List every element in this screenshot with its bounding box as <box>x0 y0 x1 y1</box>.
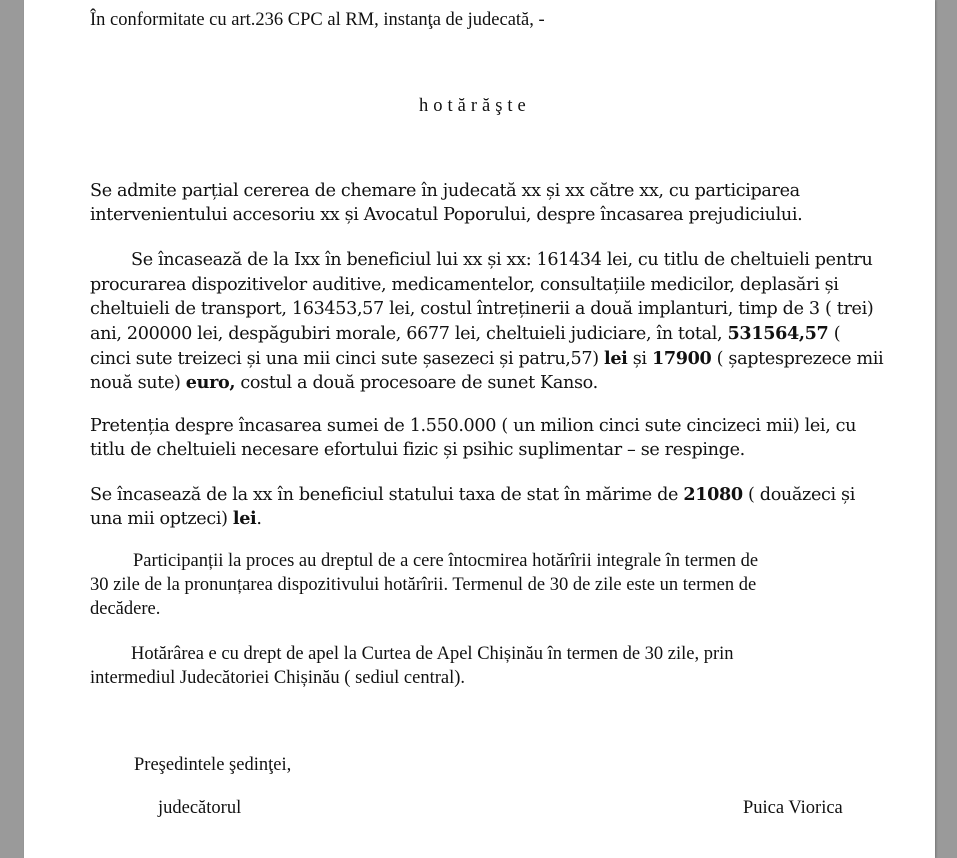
amount-euro: 17900 <box>651 348 712 369</box>
paragraph-rights-line-1: Participanții la proces au dreptul de a cere întocmirea hotărîrii integrale în termen de <box>133 551 759 571</box>
paragraph-state-fee-line-2 <box>90 508 262 529</box>
signature-name: Puica Viorica <box>743 798 843 818</box>
paragraph-rejection-line-2: titlu de cheltuieli necesare efortului fizic și psihic suplimentar – se respinge. <box>90 440 745 460</box>
signature-role: judecătorul <box>158 798 242 818</box>
paragraph-rights-line-2: 30 zile de la pronunțarea dispozitivului hotărîrii. Termenul de 30 de zile este un termen de <box>90 575 757 595</box>
text-segment: ani, 200000 lei, despăgubiri morale, 6677 lei, cheltuieli judiciare, în total, <box>90 324 728 344</box>
state-fee-amount: 21080 <box>683 484 743 505</box>
text-segment: și <box>627 349 652 369</box>
text-segment: Se încasează de la xx în beneficiul statului taxa de stat în mărime de <box>90 485 684 505</box>
paragraph-rejection-line-1: Pretenția despre încasarea sumei de 1.550.000 ( un milion cinci sute cincizeci mii) lei, cu <box>90 416 857 436</box>
text-segment: ( șaptesprezece mii <box>711 349 884 369</box>
text-segment: costul a două procesoare de sunet Kanso. <box>235 373 598 393</box>
text-segment: ( douăzeci și <box>742 485 856 505</box>
signature-title: Preşedintele şedinţei, <box>134 755 292 775</box>
currency-lei: lei <box>604 348 628 369</box>
currency-euro: euro, <box>185 372 236 393</box>
verdict-heading: hotărăşte <box>419 96 531 116</box>
paragraph-appeal-line-2: intermediul Judecătoriei Chișinău ( sediul central). <box>90 668 466 688</box>
total-amount-lei: 531564,57 <box>727 323 829 344</box>
paragraph-rights-line-3: decădere. <box>90 599 161 619</box>
paragraph-recovery-line-2: procurarea dispozitivelor auditive, medicamentelor, consultațiile medicilor, deplasări și <box>90 275 839 295</box>
document-page <box>24 0 935 858</box>
paragraph-admission-line-2: intervenientului accesoriu xx și Avocatul Poporului, despre încasarea prejudiciului. <box>90 205 803 225</box>
paragraph-recovery-line-4 <box>90 323 840 344</box>
paragraph-recovery-line-1: Se încasează de la Ixx în beneficiul lui xx și xx: 161434 lei, cu titlu de cheltuieli pentru <box>131 250 873 270</box>
paragraph-appeal-line-1: Hotărârea e cu drept de apel la Curtea de Apel Chișinău în termen de 30 zile, prin <box>131 644 734 664</box>
paragraph-state-fee-line-1 <box>90 484 855 505</box>
paragraph-recovery-line-6 <box>90 372 598 393</box>
text-segment: ( <box>828 324 841 344</box>
currency-lei: lei <box>232 508 257 529</box>
paragraph-recovery-line-3: cheltuieli de transport, 163453,57 lei, costul întreținerii a două implanturi, timp de 3 ( trei) <box>90 299 874 319</box>
text-segment: una mii optzeci) <box>90 509 233 529</box>
text-segment: cinci sute treizeci și una mii cinci sute șasezeci și patru,57) <box>90 349 604 369</box>
paragraph-recovery-line-5 <box>90 348 883 369</box>
text-segment: nouă sute) <box>90 373 186 393</box>
paragraph-admission-line-1: Se admite parțial cererea de chemare în judecată xx și xx către xx, cu participarea <box>90 181 800 201</box>
text-segment: . <box>256 509 262 529</box>
intro-line: În conformitate cu art.236 CPC al RM, instanţa de judecată, - <box>90 10 545 30</box>
